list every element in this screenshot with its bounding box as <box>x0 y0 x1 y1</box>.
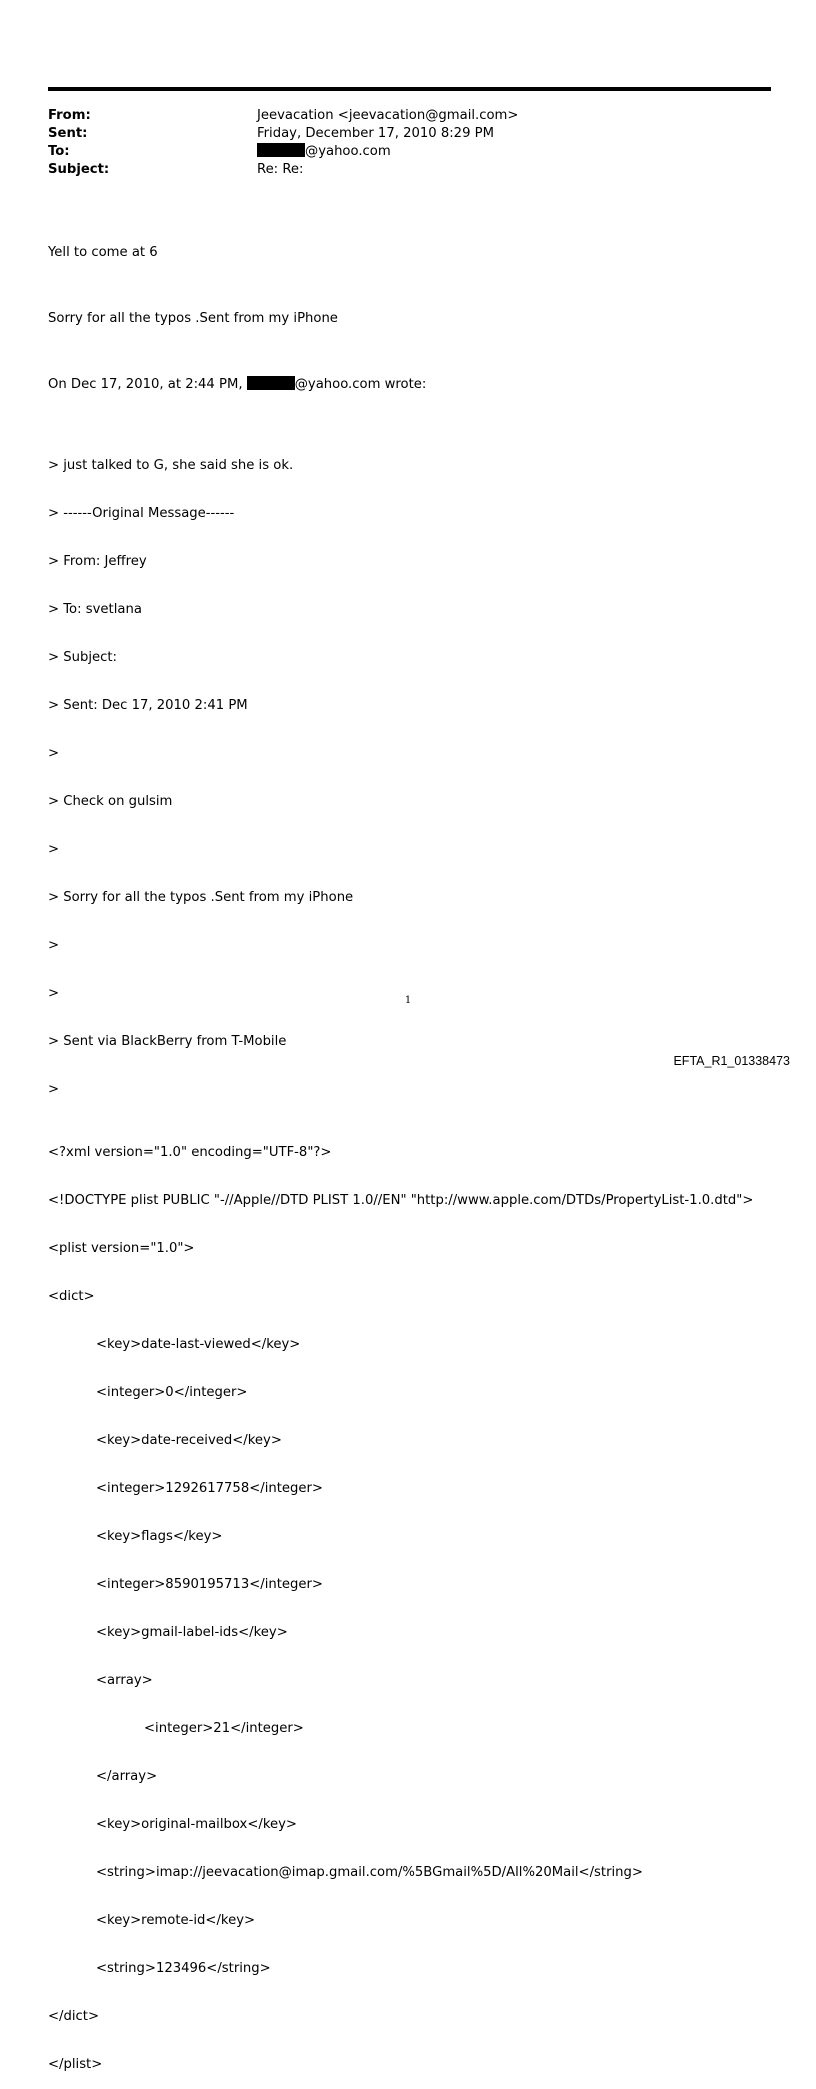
redaction-box <box>247 376 295 390</box>
xml-line: <key>date-received</key> <box>96 1433 282 1448</box>
quoted-line: > <box>48 986 60 1001</box>
from-row <box>48 107 771 125</box>
xml-line: <integer>21</integer> <box>144 1721 304 1736</box>
quoted-line: > Sent: Dec 17, 2010 2:41 PM <box>48 698 248 713</box>
xml-line: </plist> <box>48 2057 103 2072</box>
body-line: Sorry for all the typos .Sent from my iPhone <box>48 311 338 326</box>
xml-line: <array> <box>96 1673 153 1688</box>
xml-line: <dict> <box>48 1289 95 1304</box>
wrote-suffix: @yahoo.com wrote: <box>294 377 427 392</box>
quoted-line: > ------Original Message------ <box>48 506 235 521</box>
quoted-line: > To: svetlana <box>48 602 142 617</box>
xml-line: </array> <box>96 1769 158 1784</box>
xml-line: <string>123496</string> <box>96 1961 271 1976</box>
xml-line: <key>original-mailbox</key> <box>96 1817 297 1832</box>
quoted-line: > Check on gulsim <box>48 794 173 809</box>
wrote-line <box>48 376 788 412</box>
body-line: Yell to come at 6 <box>48 245 158 260</box>
wrote-prefix: On Dec 17, 2010, at 2:44 PM, <box>48 377 247 392</box>
sent-row <box>48 125 771 143</box>
bates-number: EFTA_R1_01338473 <box>673 1054 790 1068</box>
quoted-line: > <box>48 746 60 761</box>
xml-line: <integer>1292617758</integer> <box>96 1481 323 1496</box>
email-body <box>48 214 788 2089</box>
xml-line: <key>flags</key> <box>96 1529 223 1544</box>
sent-value: Friday, December 17, 2010 8:29 PM <box>257 126 494 141</box>
xml-line: <integer>8590195713</integer> <box>96 1577 323 1592</box>
sent-label: Sent: <box>48 126 88 141</box>
xml-line: <?xml version="1.0" encoding="UTF-8"?> <box>48 1145 332 1160</box>
to-row <box>48 143 771 161</box>
to-value <box>257 143 391 161</box>
email-headers <box>48 107 771 179</box>
xml-line: <string>imap://jeevacation@imap.gmail.com/%5BGmail%5D/All%20Mail</string> <box>96 1865 643 1880</box>
xml-line: <plist version="1.0"> <box>48 1241 195 1256</box>
quoted-line: > <box>48 1082 60 1097</box>
redaction-box <box>257 143 305 157</box>
quoted-line: > <box>48 842 60 857</box>
to-label: To: <box>48 144 70 159</box>
to-value-suffix: @yahoo.com <box>305 144 391 159</box>
page-number: 1 <box>404 995 412 1006</box>
quoted-line: > <box>48 938 60 953</box>
quoted-line: > Sorry for all the typos .Sent from my iPhone <box>48 890 354 905</box>
xml-line: <key>gmail-label-ids</key> <box>96 1625 288 1640</box>
xml-line: <key>date-last-viewed</key> <box>96 1337 301 1352</box>
subject-label: Subject: <box>48 162 110 177</box>
quoted-line: > Subject: <box>48 650 117 665</box>
from-label: From: <box>48 108 91 123</box>
quoted-line: > just talked to G, she said she is ok. <box>48 458 294 473</box>
quoted-line: > From: Jeffrey <box>48 554 147 569</box>
xml-line: <key>remote-id</key> <box>96 1913 256 1928</box>
xml-line: </dict> <box>48 2009 99 2024</box>
subject-row <box>48 161 771 179</box>
header-rule <box>48 87 771 91</box>
subject-value: Re: Re: <box>257 162 304 177</box>
quoted-line: > Sent via BlackBerry from T-Mobile <box>48 1034 287 1049</box>
from-value: Jeevacation <jeevacation@gmail.com> <box>257 108 519 123</box>
xml-line: <integer>0</integer> <box>96 1385 248 1400</box>
xml-line: <!DOCTYPE plist PUBLIC "-//Apple//DTD PLIST 1.0//EN" "http://www.apple.com/DTDs/PropertyList-1.0.dtd"> <box>48 1193 754 1208</box>
